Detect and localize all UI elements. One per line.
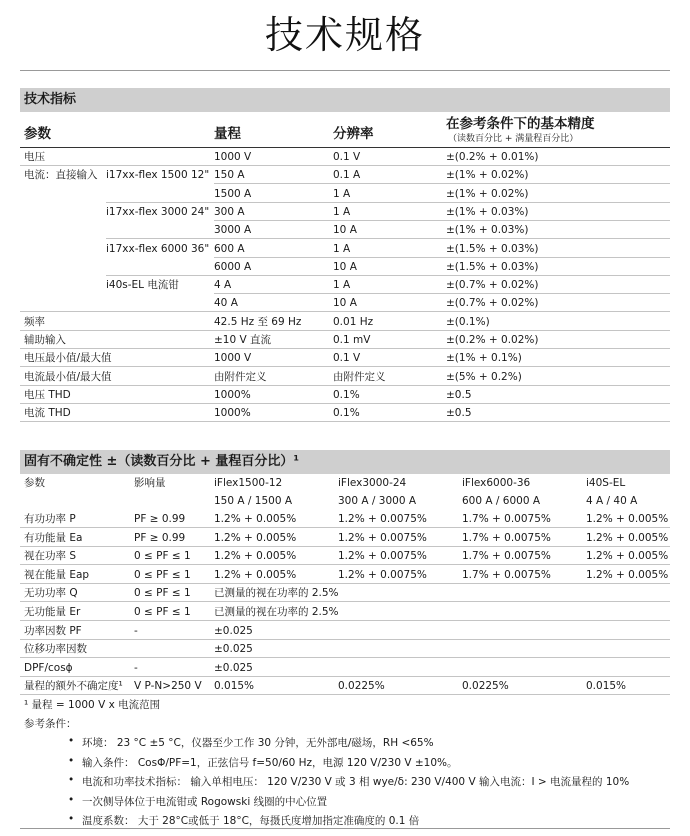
spec-accuracy: ±(1.5% + 0.03%) [446,260,539,273]
unc-influence: 0 ≤ PF ≤ 1 [134,587,191,600]
spec-accuracy: ±(0.7% + 0.02%) [446,297,539,310]
spec-resolution: 0.1 mV [333,334,371,346]
uncertainty-row [20,677,670,695]
spec-param: 频率 [24,315,45,328]
spec-row [20,148,670,166]
bullet-icon: • [68,774,75,787]
spec-section-header: 技术指标 [20,88,670,112]
uncertainty-row [20,659,670,677]
row-divider [20,694,670,695]
unc-influence: PF ≥ 0.99 [134,531,186,544]
unc-header-c2-range: 300 A / 3000 A [338,495,417,507]
spec-model: i17xx-flex 6000 36" [106,242,210,255]
spec-param: 电压最小值/最大值 [24,352,112,365]
unc-value-c1: 1.2% + 0.005% [214,550,297,563]
unc-param: 功率因数 PF [24,624,82,637]
header-accuracy: 在参考条件下的基本精度 [446,116,595,132]
uncertainty-header-row-1 [20,474,670,492]
spec-accuracy: ±(1% + 0.02%) [446,169,529,182]
bottom-divider [20,828,670,829]
unc-value-c1: 1.2% + 0.005% [214,568,297,581]
unc-value-c2: 1.2% + 0.0075% [338,550,427,563]
spec-range: 1000% [214,407,251,420]
uncertainty-row [20,566,670,584]
unc-header-c2: iFlex3000-24 [338,477,407,489]
unc-value-c4: 1.2% + 0.005% [586,531,669,544]
spec-resolution: 1 A [333,205,351,218]
unc-param: 视在能量 Eap [24,568,90,581]
unc-value-c3: 1.7% + 0.0075% [462,531,551,544]
uncertainty-header-row-2 [20,492,670,510]
unc-value-c3: 1.7% + 0.0075% [462,568,551,581]
unc-param: 无功能量 Er [24,606,81,618]
spec-resolution: 0.01 Hz [333,315,374,328]
unc-header-c4-range: 4 A / 40 A [586,495,638,507]
spec-range: ±10 V 直流 [214,334,272,346]
spec-range: 42.5 Hz 至 69 Hz [214,315,302,328]
unc-value-c2: 1.2% + 0.0075% [338,531,427,544]
uncertainty-row [20,603,670,621]
unc-value-c1: ±0.025 [214,624,253,637]
spec-resolution: 1 A [333,187,351,200]
spec-accuracy: ±(1% + 0.02%) [446,187,529,200]
reference-conditions-title: 参考条件： [24,718,77,730]
header-resolution: 分辨率 [333,126,374,142]
bullet-icon: • [68,813,75,826]
spec-range: 600 A [214,242,245,255]
unc-header-param: 参数 [24,477,45,489]
spec-row [20,166,670,184]
uncertainty-section-header: 固有不确定性 ±（读数百分比 + 量程百分比）¹ [20,450,670,474]
unc-value-c1: 1.2% + 0.005% [214,531,297,544]
unc-influence: - [134,624,138,637]
spec-param: 电流：直接输入 [24,169,98,182]
spec-param: 电流 THD [24,407,71,420]
spec-resolution: 10 A [333,260,357,273]
spec-range: 由附件定义 [214,370,267,383]
header-accuracy-sub: （读数百分比 + 满量程百分比） [448,134,579,144]
spec-row [20,185,670,203]
spec-resolution: 0.1% [333,407,360,420]
spec-accuracy: ±(1% + 0.03%) [446,205,529,218]
spec-row [20,368,670,386]
uncertainty-row [20,529,670,547]
unc-value-c1: 1.2% + 0.005% [214,513,297,525]
unc-header-c4: i40S-EL [586,477,626,489]
spec-range: 1000 V [214,151,252,163]
spec-param: 电压 [24,151,45,163]
spec-param: 电流最小值/最大值 [24,370,112,383]
unc-value-c4: 0.015% [586,680,627,693]
unc-value-c2: 0.0225% [338,680,385,693]
spec-accuracy: ±(5% + 0.2%) [446,370,522,383]
unc-value-c3: 1.7% + 0.0075% [462,513,551,525]
unc-value-c2: 1.2% + 0.0075% [338,568,427,581]
spec-range: 40 A [214,297,238,310]
unc-header-c1: iFlex1500-12 [214,477,283,489]
unc-value-c2: 1.2% + 0.0075% [338,513,427,525]
uncertainty-row [20,584,670,602]
unc-header-c3-range: 600 A / 6000 A [462,495,541,507]
footnote: ¹ 量程 = 1000 V x 电流范围 [24,699,161,711]
spec-accuracy: ±0.5 [446,388,472,401]
unc-value-c1: 已测量的视在功率的 2.5% [214,606,339,618]
row-divider [20,421,670,422]
spec-row [20,258,670,276]
spec-range: 3000 A [214,224,252,237]
spec-resolution: 由附件定义 [333,370,386,383]
spec-row [20,313,670,331]
spec-row [20,276,670,294]
spec-accuracy: ±(1% + 0.1%) [446,352,522,365]
spec-row [20,203,670,221]
spec-accuracy: ±(1% + 0.03%) [446,224,529,237]
spec-param: 辅助输入 [24,334,66,346]
spec-range: 1000 V [214,352,252,365]
unc-value-c4: 1.2% + 0.005% [586,513,669,525]
bullet-icon: • [68,754,75,767]
uncertainty-row [20,510,670,528]
unc-header-c1-range: 150 A / 1500 A [214,495,293,507]
spec-accuracy: ±(0.2% + 0.01%) [446,151,539,163]
unc-param: 有功功率 P [24,513,76,525]
unc-influence: V P-N>250 V [134,680,202,693]
uncertainty-row [20,622,670,640]
spec-row [20,349,670,367]
bullet-icon: • [68,735,75,747]
unc-param: DPF/cosϕ [24,661,73,674]
unc-influence: 0 ≤ PF ≤ 1 [134,606,191,618]
spec-range: 4 A [214,279,232,292]
unc-value-c3: 1.7% + 0.0075% [462,550,551,563]
unc-param: 视在功率 S [24,550,77,563]
spec-row [20,240,670,258]
unc-param: 无功功率 Q [24,587,78,600]
spec-accuracy: ±(0.7% + 0.02%) [446,279,539,292]
uncertainty-row [20,547,670,565]
spec-range: 1000% [214,388,251,401]
title-divider [20,70,670,71]
unc-param: 位移功率因数 [24,643,87,656]
spec-resolution: 1 A [333,242,351,255]
reference-condition-item: 环境： 23 °C ±5 °C，仪器至少工作 30 分钟，无外部电/磁场，RH <65% [82,737,434,749]
unc-header-influence: 影响量 [134,477,166,489]
spec-range: 300 A [214,205,245,218]
spec-resolution: 10 A [333,297,357,310]
spec-accuracy: ±0.5 [446,407,472,420]
unc-header-c3: iFlex6000-36 [462,477,531,489]
spec-range: 6000 A [214,260,252,273]
unc-value-c1: 0.015% [214,680,255,693]
spec-resolution: 0.1 V [333,151,361,163]
spec-accuracy: ±(0.2% + 0.02%) [446,334,539,346]
spec-resolution: 0.1 V [333,352,361,365]
spec-model: i40s-EL 电流钳 [106,279,179,292]
bullet-icon: • [68,793,75,806]
unc-value-c3: 0.0225% [462,680,509,693]
spec-resolution: 1 A [333,279,351,292]
spec-model: i17xx-flex 3000 24" [106,205,210,218]
spec-resolution: 0.1 A [333,169,361,182]
spec-param: 电压 THD [24,388,71,401]
spec-row [20,386,670,404]
spec-model: i17xx-flex 1500 12" [106,169,210,182]
unc-influence: PF ≥ 0.99 [134,513,186,525]
spec-table-header [20,113,670,147]
spec-row [20,404,670,422]
reference-condition-item: 输入条件： CosΦ/PF=1，正弦信号 f=50/60 Hz，电源 120 V/230 V ±10%。 [82,756,458,769]
reference-condition-item: 电流和功率技术指标： 输入单相电压： 120 V/230 V 或 3 相 wye/δ: 230 V/400 V 输入电流：I > 电流量程的 10% [82,776,630,789]
reference-condition-item: 温度系数： 大于 28°C或低于 18°C，每摄氏度增加指定准确度的 0.1 倍 [82,815,420,828]
spec-accuracy: ±(1.5% + 0.03%) [446,242,539,255]
spec-row [20,221,670,239]
unc-influence: 0 ≤ PF ≤ 1 [134,550,191,563]
reference-condition-item: 一次侧导体位于电流钳或 Rogowski 线圈的中心位置 [82,795,328,808]
uncertainty-row [20,640,670,658]
spec-row [20,294,670,312]
unc-value-c4: 1.2% + 0.005% [586,568,669,581]
spec-range: 150 A [214,169,245,182]
unc-value-c1: 已测量的视在功率的 2.5% [214,587,339,600]
spec-row [20,331,670,349]
spec-resolution: 0.1% [333,388,360,401]
header-range: 量程 [214,126,241,142]
unc-value-c4: 1.2% + 0.005% [586,550,669,563]
unc-param: 有功能量 Ea [24,531,83,544]
page-title: 技术规格 [264,13,425,57]
spec-accuracy: ±(0.1%) [446,315,490,328]
spec-resolution: 10 A [333,224,357,237]
unc-influence: - [134,661,138,674]
header-param: 参数 [24,126,51,142]
spec-range: 1500 A [214,187,252,200]
unc-value-c1: ±0.025 [214,643,253,656]
unc-influence: 0 ≤ PF ≤ 1 [134,568,191,581]
unc-value-c1: ±0.025 [214,661,253,674]
unc-param: 量程的额外不确定度¹ [24,680,123,693]
